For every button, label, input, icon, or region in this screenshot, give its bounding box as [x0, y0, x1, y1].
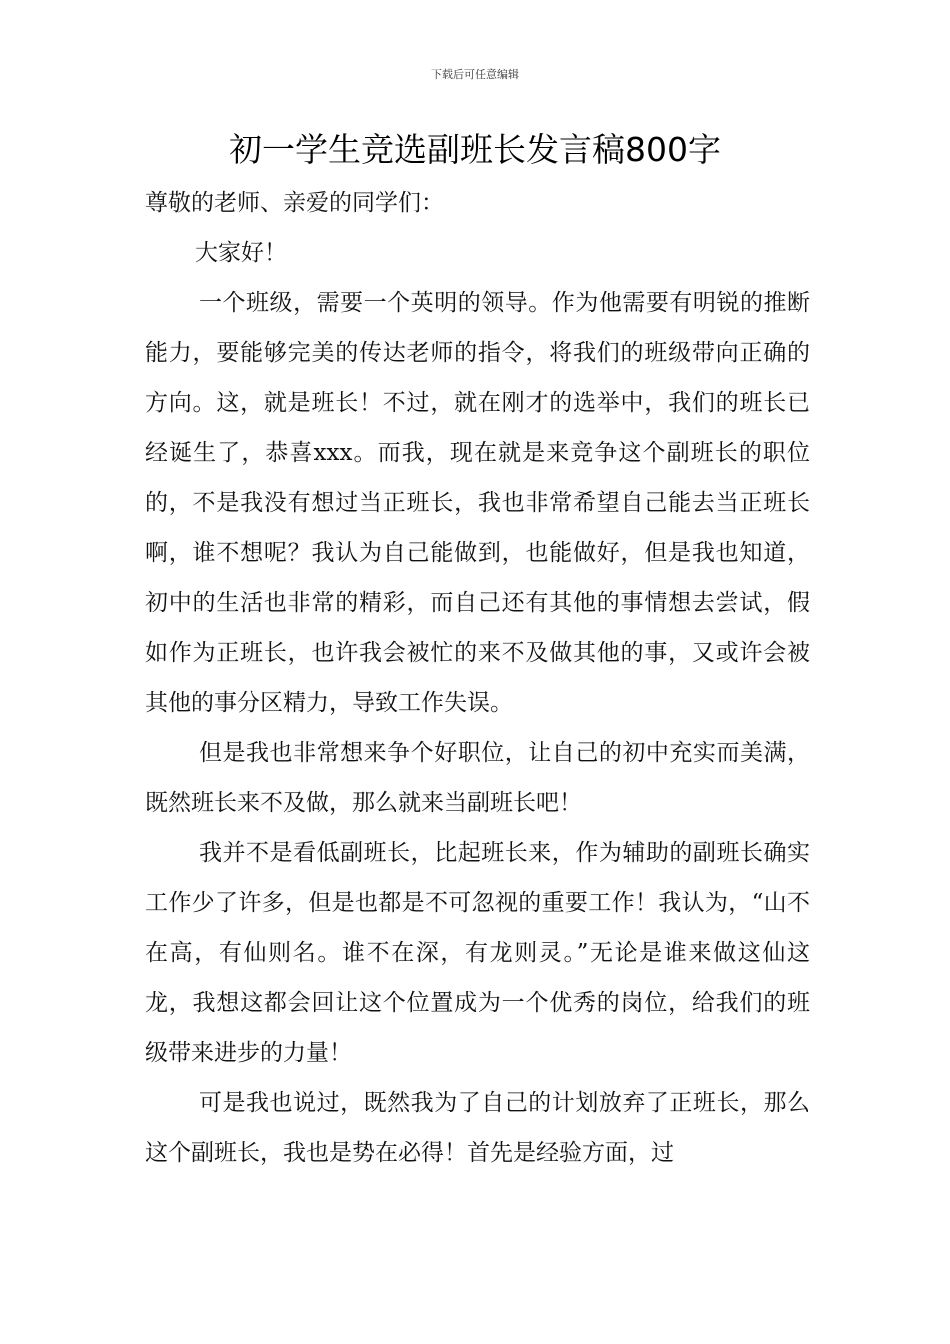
greeting: 大家好！ [195, 240, 287, 266]
body-paragraph: 可是我也说过，既然我为了自己的计划放弃了正班长，那么这个副班长，我也是势在必得！首先是经验方面，过 [145, 1090, 810, 1166]
salutation: 尊敬的老师、亲爱的同学们： [145, 190, 444, 216]
body-paragraph: 一个班级，需要一个英明的领导。作为他需要有明锐的推断能力，要能够完美的传达老师的指令，将我们的班级带向正确的方向。这，就是班长！不过，就在刚才的选举中，我们的班长已经诞生了，恭喜xxx。而我，现在就是来竞争这个副班长的职位的，不是我没有想过当正班长，我也非常希望自己能去当正班长啊，谁不想呢？我认为自己能做到，也能做好，但是我也知道，初中的生活也非常的精彩，而自己还有其他的事情想去尝试，假如作为正班长，也许我会被忙的来不及做其他的事，又或许会被其他的事分区精力，导致工作失误。 [145, 290, 810, 716]
document-body [145, 178, 810, 1178]
body-paragraph: 我并不是看低副班长，比起班长来，作为辅助的副班长确实工作少了许多，但是也都是不可忽视的重要工作！我认为，“山不在高，有仙则名。谁不在深，有龙则灵。”无论是谁来做这仙这龙，我想这都会回让这个位置成为一个优秀的岗位，给我们的班级带来进步的力量！ [145, 840, 810, 1066]
body-paragraph: 但是我也非常想来争个好职位，让自己的初中充实而美满，既然班长来不及做，那么就来当副班长吧！ [145, 740, 810, 816]
header-note: 下载后可任意编辑 [431, 68, 519, 81]
document-title: 初一学生竞选副班长发言稿800字 [229, 130, 721, 169]
